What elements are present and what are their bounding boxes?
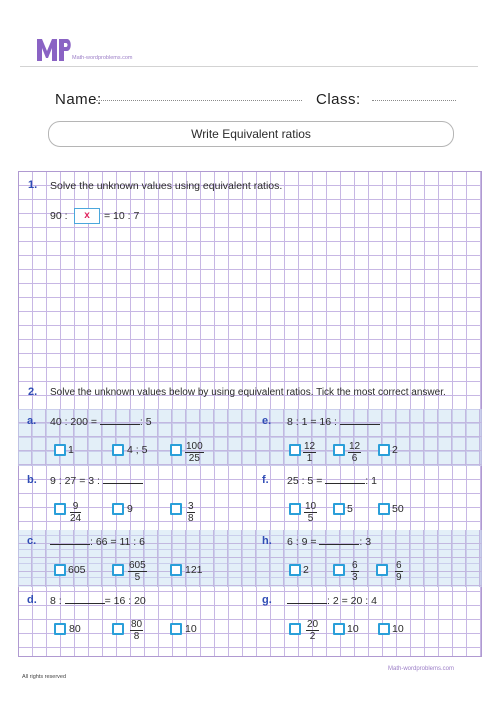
q2a-opt3-checkbox[interactable] — [170, 444, 182, 456]
q2b-opt3-den: 8 — [188, 513, 194, 524]
q2f-pre: 25 : 5 = — [287, 475, 326, 487]
q2b-equation — [50, 474, 143, 487]
q2d-equation — [50, 594, 146, 607]
worksheet-title: Write Equivalent ratios — [48, 121, 454, 147]
q2d-post: = 16 : 20 — [104, 595, 146, 607]
q2g-label: g. — [262, 594, 272, 606]
q2c-opt1-checkbox[interactable] — [54, 564, 66, 576]
q2g-opt1-checkbox[interactable] — [289, 623, 301, 635]
q2h-post: : 3 — [359, 536, 372, 548]
q2d-pre: 8 : — [50, 595, 65, 607]
q2e-opt2-checkbox[interactable] — [333, 444, 345, 456]
q2c-blank[interactable] — [50, 535, 90, 545]
q2h-opt2-checkbox[interactable] — [333, 564, 345, 576]
q2f-opt1-num: 10 — [305, 501, 317, 512]
q2d-label: d. — [27, 594, 37, 606]
q2g-opt2: 10 — [347, 623, 359, 635]
q2f-opt1-fraction — [304, 501, 317, 524]
q2e-blank[interactable] — [340, 415, 380, 425]
q2-instruction: Solve the unknown values below by using equivalent ratios. Tick the most correct answer. — [50, 387, 446, 398]
q1-number: 1. — [28, 179, 38, 191]
q2b-opt3-checkbox[interactable] — [170, 503, 182, 515]
q2a-opt1-checkbox[interactable] — [54, 444, 66, 456]
q2c-opt2-checkbox[interactable] — [112, 564, 124, 576]
q2d-opt1: 80 — [69, 623, 81, 635]
q2a-post: : 5 — [139, 416, 152, 428]
q2f-opt2-checkbox[interactable] — [333, 503, 345, 515]
q2f-opt2: 5 — [347, 503, 353, 515]
header-divider — [20, 66, 478, 67]
q2f-blank[interactable] — [325, 474, 365, 484]
q2h-opt3-num: 6 — [396, 560, 402, 571]
q2b-blank[interactable] — [103, 474, 143, 484]
q2-number: 2. — [28, 386, 38, 398]
name-field[interactable] — [96, 100, 302, 101]
q2f-post: : 1 — [365, 475, 377, 487]
q2f-opt1-den: 5 — [307, 513, 314, 524]
q2a-opt3-fraction — [185, 441, 204, 464]
q2a-pre: 40 : 200 = — [50, 416, 100, 428]
q1-eq-right: = 10 : 7 — [104, 210, 140, 222]
q2g-blank[interactable] — [287, 594, 327, 604]
q2e-opt1-num: 12 — [304, 441, 316, 452]
q2e-opt3-checkbox[interactable] — [378, 444, 390, 456]
q1-answer-box[interactable]: x — [74, 208, 100, 224]
q2a-opt2-checkbox[interactable] — [112, 444, 124, 456]
q2g-post: : 2 = 20 : 4 — [327, 595, 377, 607]
q2d-opt2-num: 80 — [131, 619, 143, 630]
q2c-equation — [50, 535, 145, 548]
q2e-opt1-fraction — [303, 441, 316, 464]
q2e-opt2-fraction — [348, 441, 361, 464]
q2h-opt3-checkbox[interactable] — [376, 564, 388, 576]
q2c-post: : 66 = 11 : 6 — [90, 536, 145, 548]
q2e-label: e. — [262, 415, 272, 427]
q2h-opt3-fraction — [395, 560, 403, 583]
q2h-label: h. — [262, 535, 272, 547]
name-label: Name: — [55, 91, 102, 108]
q2c-opt3: 121 — [185, 564, 203, 576]
footer-rights: All rights reserved — [22, 674, 67, 680]
q2d-opt1-checkbox[interactable] — [54, 623, 66, 635]
q2b-pre: 9 : 27 = 3 : — [50, 475, 103, 487]
q2h-opt1: 2 — [303, 564, 309, 576]
q2e-opt3: 2 — [392, 444, 398, 456]
q2c-label: c. — [27, 535, 37, 547]
q2b-label: b. — [27, 474, 37, 486]
q2b-opt1-num: 9 — [70, 501, 81, 513]
q2a-equation — [50, 415, 152, 428]
q2g-opt3: 10 — [392, 623, 404, 635]
q1-eq-left: 90 : — [50, 210, 68, 222]
q2d-opt2-den: 8 — [133, 631, 140, 642]
q2h-equation — [287, 535, 371, 548]
q2a-label: a. — [27, 415, 37, 427]
q2g-opt2-checkbox[interactable] — [333, 623, 345, 635]
q2f-opt1-checkbox[interactable] — [289, 503, 301, 515]
q2f-opt3: 50 — [392, 503, 404, 515]
q2e-equation — [287, 415, 380, 428]
q2e-opt2-num: 12 — [349, 441, 361, 452]
q2g-opt1-fraction — [306, 619, 319, 642]
q2f-opt3-checkbox[interactable] — [378, 503, 390, 515]
q2a-opt1: 1 — [68, 444, 74, 456]
class-field[interactable] — [372, 100, 456, 101]
q2g-equation — [287, 594, 377, 607]
q2f-equation — [287, 474, 377, 487]
brand-logo — [36, 36, 72, 62]
q2g-opt1-den: 2 — [309, 631, 316, 642]
q2b-opt3-num: 3 — [188, 501, 194, 512]
q2d-opt3: 10 — [185, 623, 197, 635]
q2g-opt3-checkbox[interactable] — [378, 623, 390, 635]
q2h-pre: 6 : 9 = — [287, 536, 320, 548]
q2b-opt1-checkbox[interactable] — [54, 503, 66, 515]
q2h-opt2-fraction — [351, 560, 359, 583]
q2b-opt2: 9 — [127, 503, 133, 515]
q2h-opt1-checkbox[interactable] — [289, 564, 301, 576]
footer-site: Math-wordproblems.com — [388, 666, 455, 672]
q2d-blank[interactable] — [65, 594, 105, 604]
q2h-blank[interactable] — [319, 535, 359, 545]
brand-site: Math-wordproblems.com — [72, 55, 133, 61]
q2a-blank[interactable] — [100, 415, 140, 425]
q2e-opt1-den: 1 — [306, 453, 313, 464]
q2b-opt2-checkbox[interactable] — [112, 503, 124, 515]
q2c-opt1: 605 — [68, 564, 86, 576]
q2c-opt2-num: 605 — [129, 560, 146, 571]
q2a-opt3-den: 25 — [188, 453, 200, 464]
q2d-opt2-fraction — [130, 619, 143, 642]
q1-instruction: Solve the unknown values using equivalent ratios. — [50, 180, 283, 192]
q2e-opt2-den: 6 — [351, 453, 358, 464]
q2b-opt3-fraction — [187, 501, 195, 524]
q2h-opt2-den: 3 — [352, 572, 358, 583]
q2e-opt1-checkbox[interactable] — [289, 444, 301, 456]
q2g-opt1-num: 20 — [307, 619, 319, 630]
class-label: Class: — [316, 91, 361, 108]
q2d-opt3-checkbox[interactable] — [170, 623, 182, 635]
q2e-pre: 8 : 1 = 16 : — [287, 416, 340, 428]
q2f-label: f. — [262, 474, 269, 486]
q2c-opt2-fraction — [128, 560, 147, 583]
q2a-opt3-num: 100 — [186, 441, 203, 452]
q2a-opt2: 4 ; 5 — [127, 444, 148, 456]
q2h-opt3-den: 9 — [396, 572, 402, 583]
q2h-opt2-num: 6 — [352, 560, 358, 571]
q2b-opt1-den: 24 — [70, 513, 82, 524]
q2c-opt3-checkbox[interactable] — [170, 564, 182, 576]
q2d-opt2-checkbox[interactable] — [112, 623, 124, 635]
q2c-opt2-den: 5 — [134, 572, 141, 583]
q2b-opt1-fraction — [70, 501, 81, 524]
